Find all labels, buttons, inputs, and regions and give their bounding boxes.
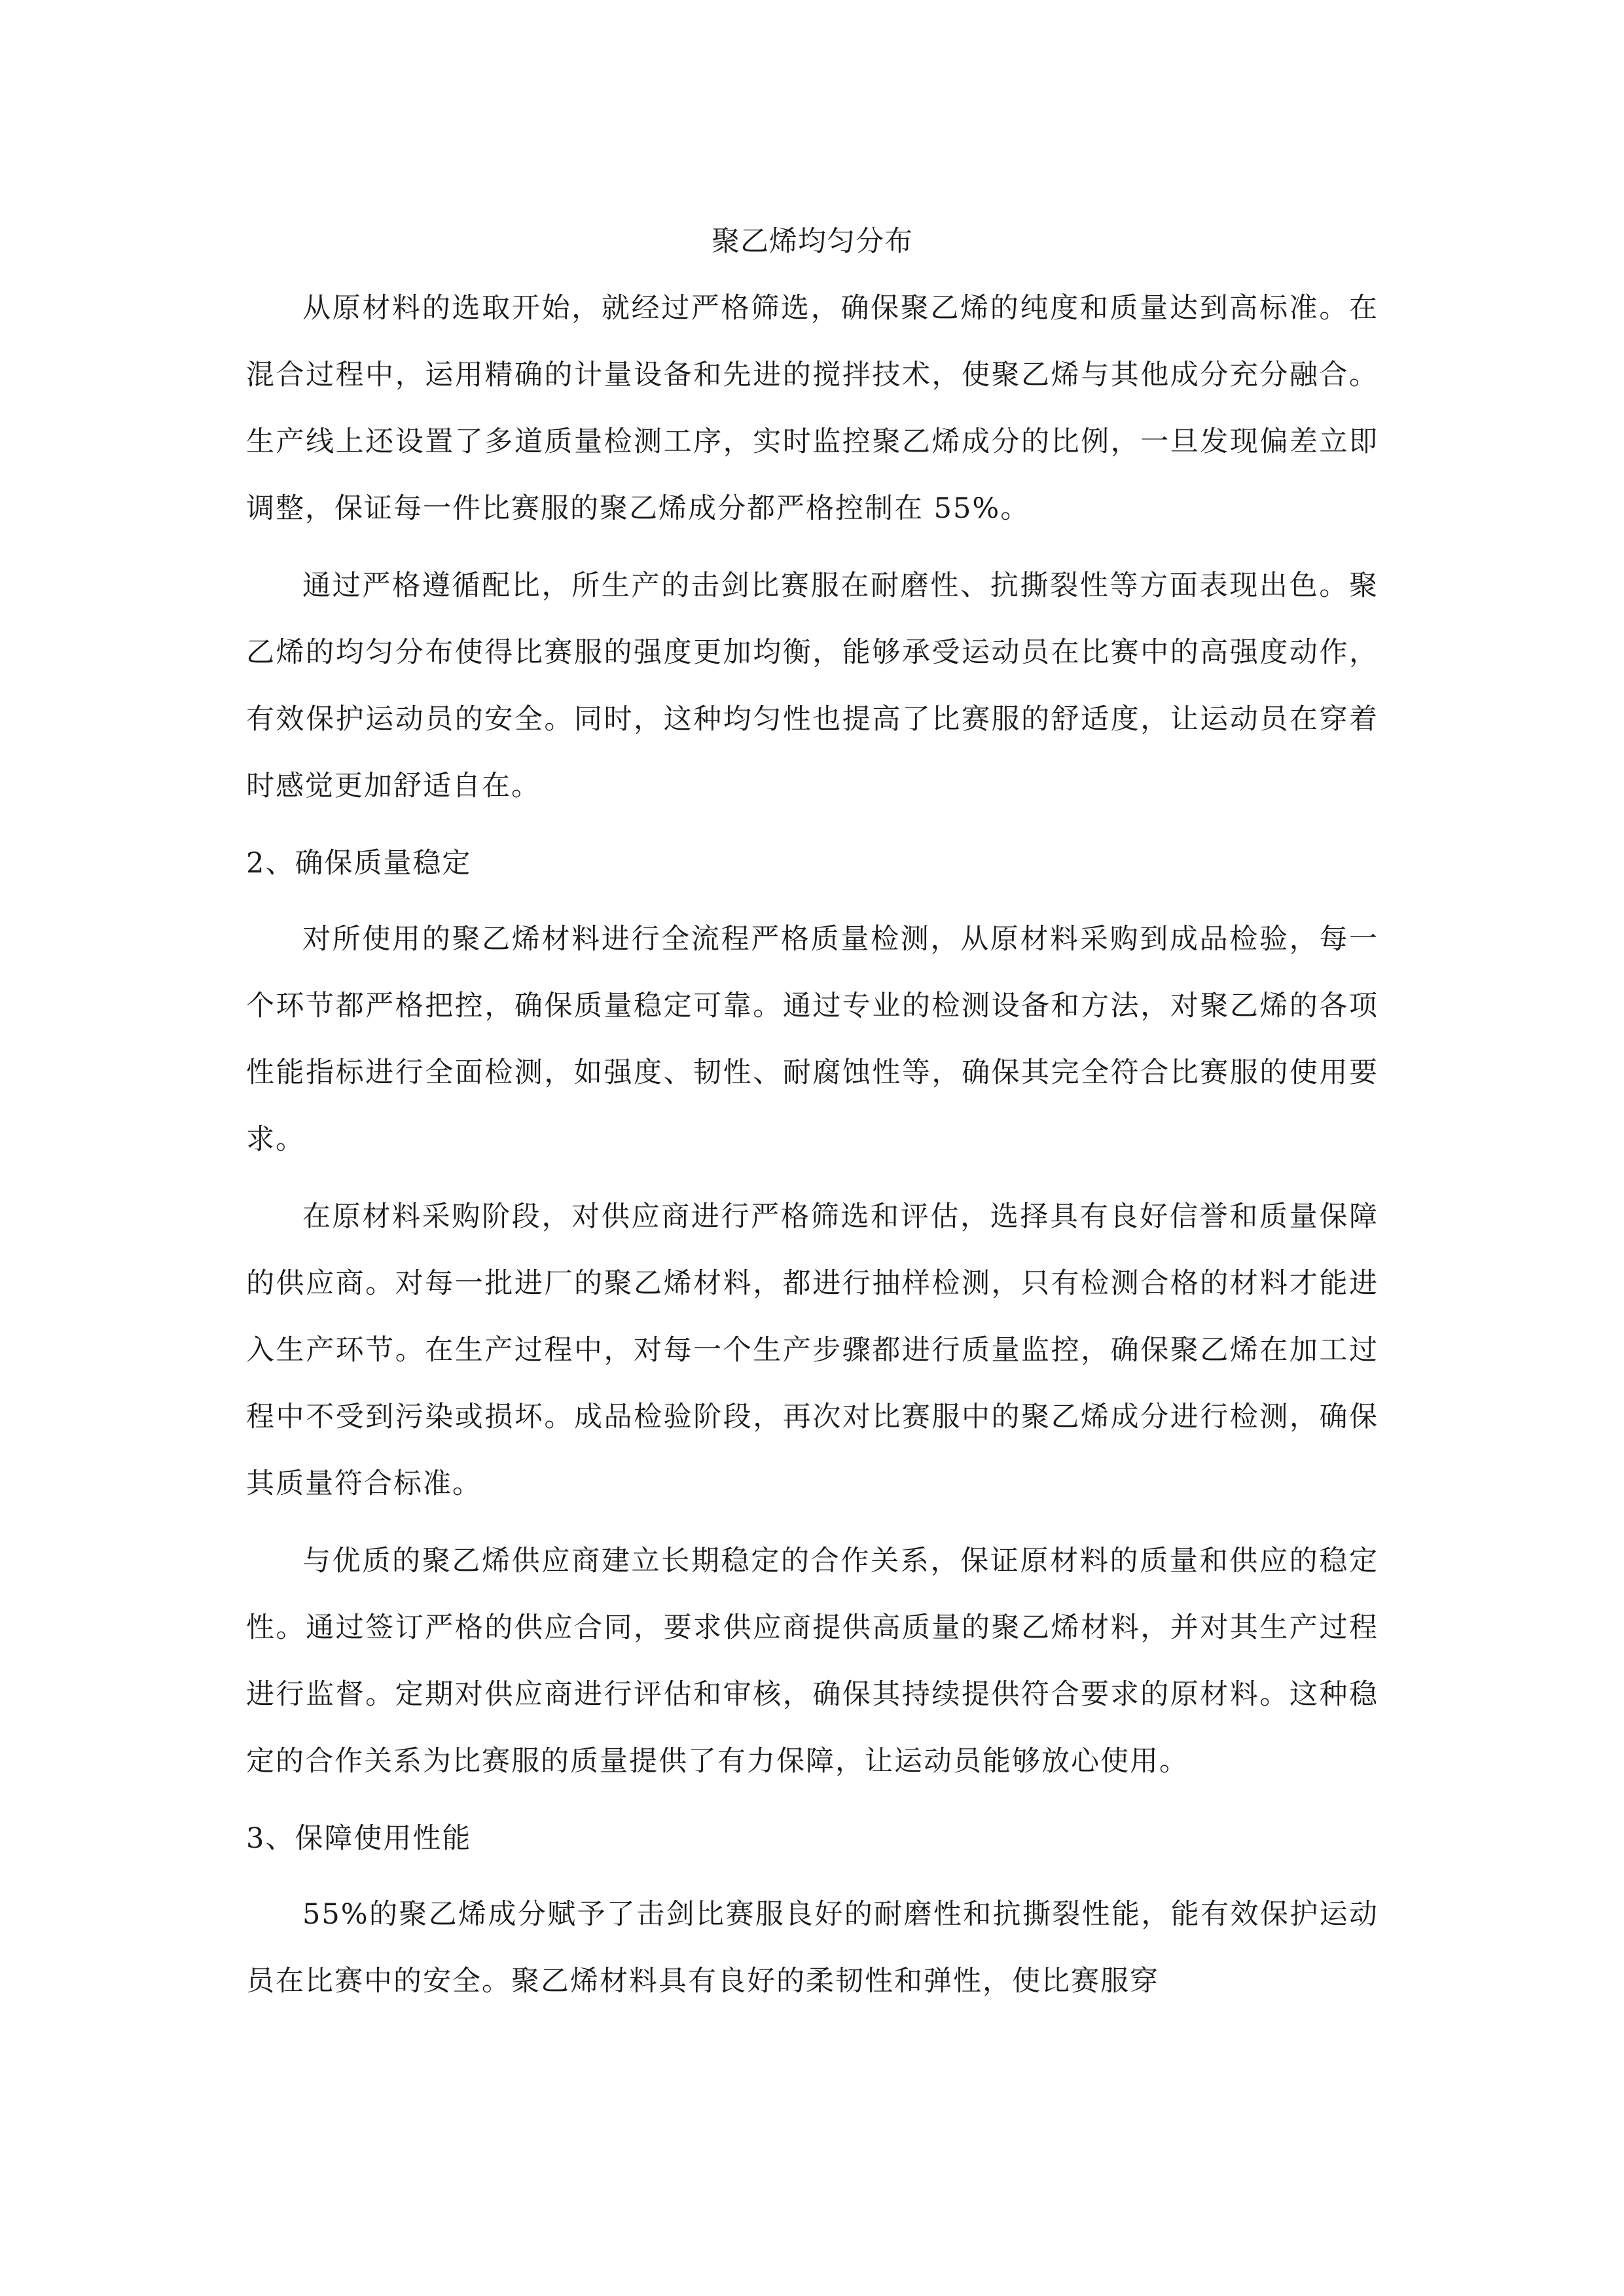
document-body [246, 208, 1379, 2025]
section-heading-quality-stability: 2、确保质量稳定 [246, 847, 472, 880]
paragraph-supplier-screening: 在原材料采购阶段，对供应商进行严格筛选和评估，选择具有良好信誉和质量保障的供应商。对每一批进厂的聚乙烯材料，都进行抽样检测，只有检测合格的材料才能进入生产环节。在生产过程中，对每一个生产步骤都进行质量监控，确保聚乙烯在加工过程中不受到污染或损坏。成品检验阶段，再次对比赛服中的聚乙烯成分进行检测，确保其质量符合标准。 [246, 1200, 1379, 1500]
paragraph-supplier-partnership: 与优质的聚乙烯供应商建立长期稳定的合作关系，保证原材料的质量和供应的稳定性。通过签订严格的供应合同，要求供应商提供高质量的聚乙烯材料，并对其生产过程进行监督。定期对供应商进行评估和审核，确保其持续提供符合要求的原材料。这种稳定的合作关系为比赛服的质量提供了有力保障，让运动员能够放心使用。 [246, 1545, 1379, 1778]
paragraph-full-process-inspection: 对所使用的聚乙烯材料进行全流程严格质量检测，从原材料采购到成品检验，每一个环节都严格把控，确保质量稳定可靠。通过专业的检测设备和方法，对聚乙烯的各项性能指标进行全面检测，如强度、韧性、耐腐蚀性等，确保其完全符合比赛服的使用要求。 [246, 923, 1379, 1156]
paragraph-polyethylene-mixing: 从原材料的选取开始，就经过严格筛选，确保聚乙烯的纯度和质量达到高标准。在混合过程中，运用精确的计量设备和先进的搅拌技术，使聚乙烯与其他成分充分融合。生产线上还设置了多道质量检测工序，实时监控聚乙烯成分的比例，一旦发现偏差立即调整，保证每一件比赛服的聚乙烯成分都严格控制在 55%。 [246, 292, 1379, 525]
paragraph-performance-benefits: 通过严格遵循配比，所生产的击剑比赛服在耐磨性、抗撕裂性等方面表现出色。聚乙烯的均匀分布使得比赛服的强度更加均衡，能够承受运动员在比赛中的高强度动作，有效保护运动员的安全。同时，这种均匀性也提高了比赛服的舒适度，让运动员在穿着时感觉更加舒适自在。 [246, 569, 1379, 802]
document-title: 聚乙烯均匀分布 [712, 225, 913, 258]
paragraph-wear-resistance: 55%的聚乙烯成分赋予了击剑比赛服良好的耐磨性和抗撕裂性能，能有效保护运动员在比赛中的安全。聚乙烯材料具有良好的柔韧性和弹性，使比赛服穿 [246, 1898, 1379, 1998]
section-heading-usage-performance: 3、保障使用性能 [246, 1822, 472, 1855]
